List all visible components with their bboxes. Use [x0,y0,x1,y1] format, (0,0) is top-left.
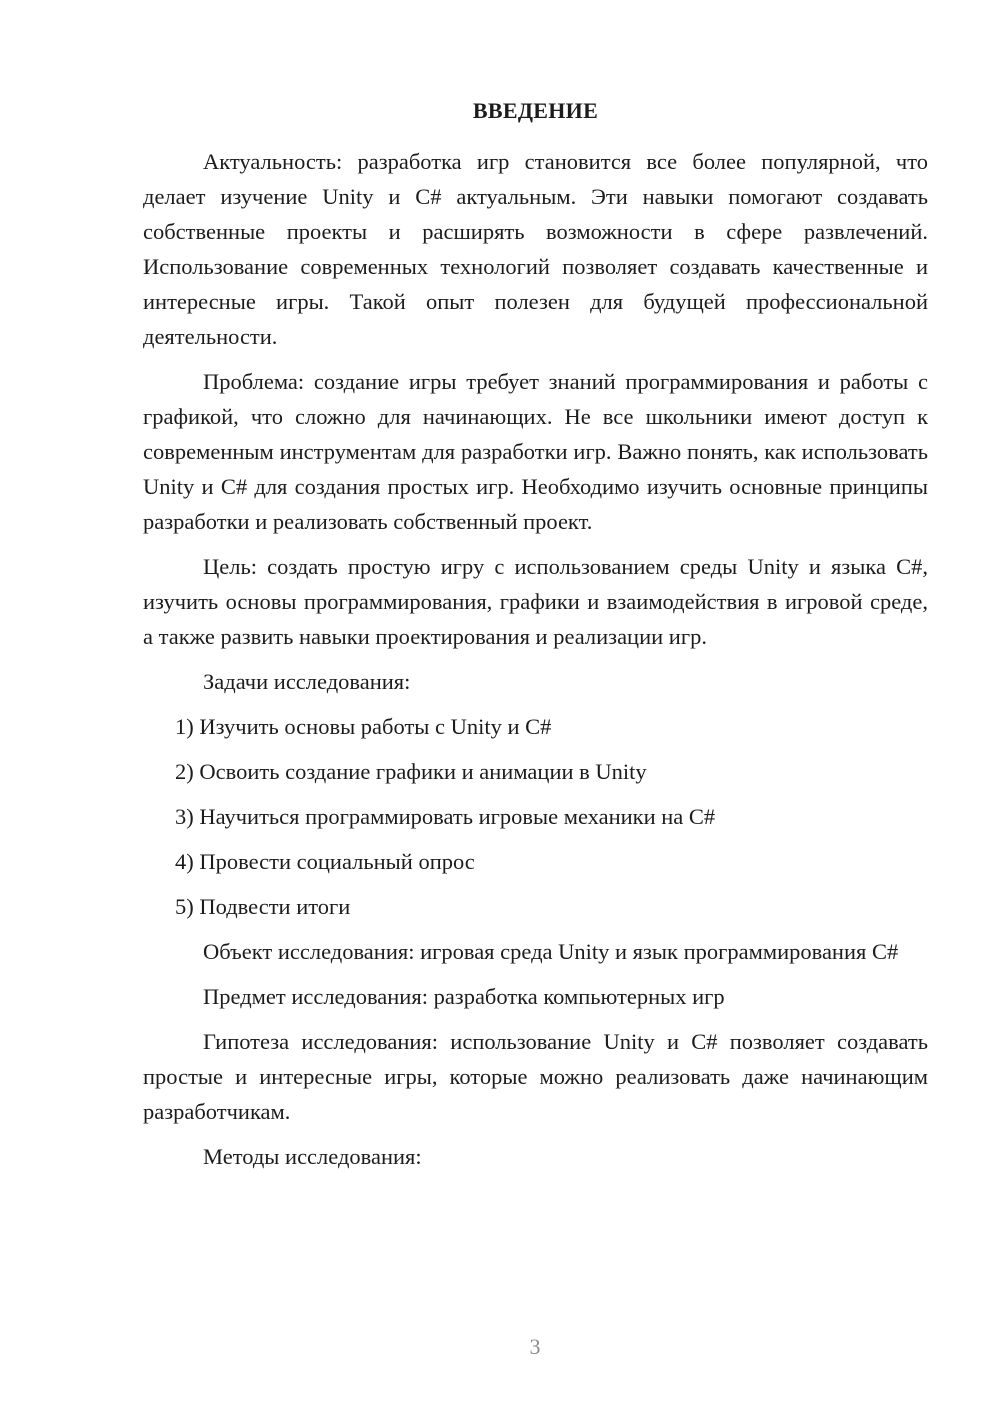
document-body [143,144,928,1184]
paragraph-hypothesis: Гипотеза исследования: использование Unity и C# позволяет создавать простые и интересные игры, которые можно реализовать даже начинающим разработчикам. [143,1029,928,1124]
paragraph-tasks-intro: Задачи исследования: [203,669,411,694]
list-item: 3) Научиться программировать игровые механики на C# [175,804,716,829]
paragraph-subject: Предмет исследования: разработка компьютерных игр [203,984,725,1009]
paragraph-methods-intro: Методы исследования: [203,1144,422,1169]
list-item: 4) Провести социальный опрос [175,849,475,874]
list-item: 5) Подвести итоги [175,894,351,919]
list-item: 2) Освоить создание графики и анимации в Unity [175,759,647,784]
paragraph-goal: Цель: создать простую игру с использованием среды Unity и языка C#, изучить основы программирования, графики и взаимодействия в игровой среде, а также развить навыки проектирования и реализации игр. [143,554,928,649]
tasks-list [143,709,928,924]
paragraph-relevance: Актуальность: разработка игр становится все более популярной, что делает изучение Unity и C# актуальным. Эти навыки помогают создавать собственные проекты и расширять возможности в сфере развлечений. Использование современных технологий позволяет создавать качественные и интересные игры. Такой опыт полезен для будущей профессиональной деятельности. [143,149,928,349]
page-number: 3 [529,1334,541,1359]
list-item: 1) Изучить основы работы с Unity и C# [175,714,552,739]
page-heading: ВВЕДЕНИЕ [472,98,599,123]
paragraph-problem: Проблема: создание игры требует знаний программирования и работы с графикой, что сложно для начинающих. Не все школьники имеют доступ к современным инструментам для разработки игр. Важно понять, как использовать Unity и C# для создания простых игр. Необходимо изучить основные принципы разработки и реализовать собственный проект. [143,369,928,534]
paragraph-object: Объект исследования: игровая среда Unity и язык программирования C# [203,939,899,964]
